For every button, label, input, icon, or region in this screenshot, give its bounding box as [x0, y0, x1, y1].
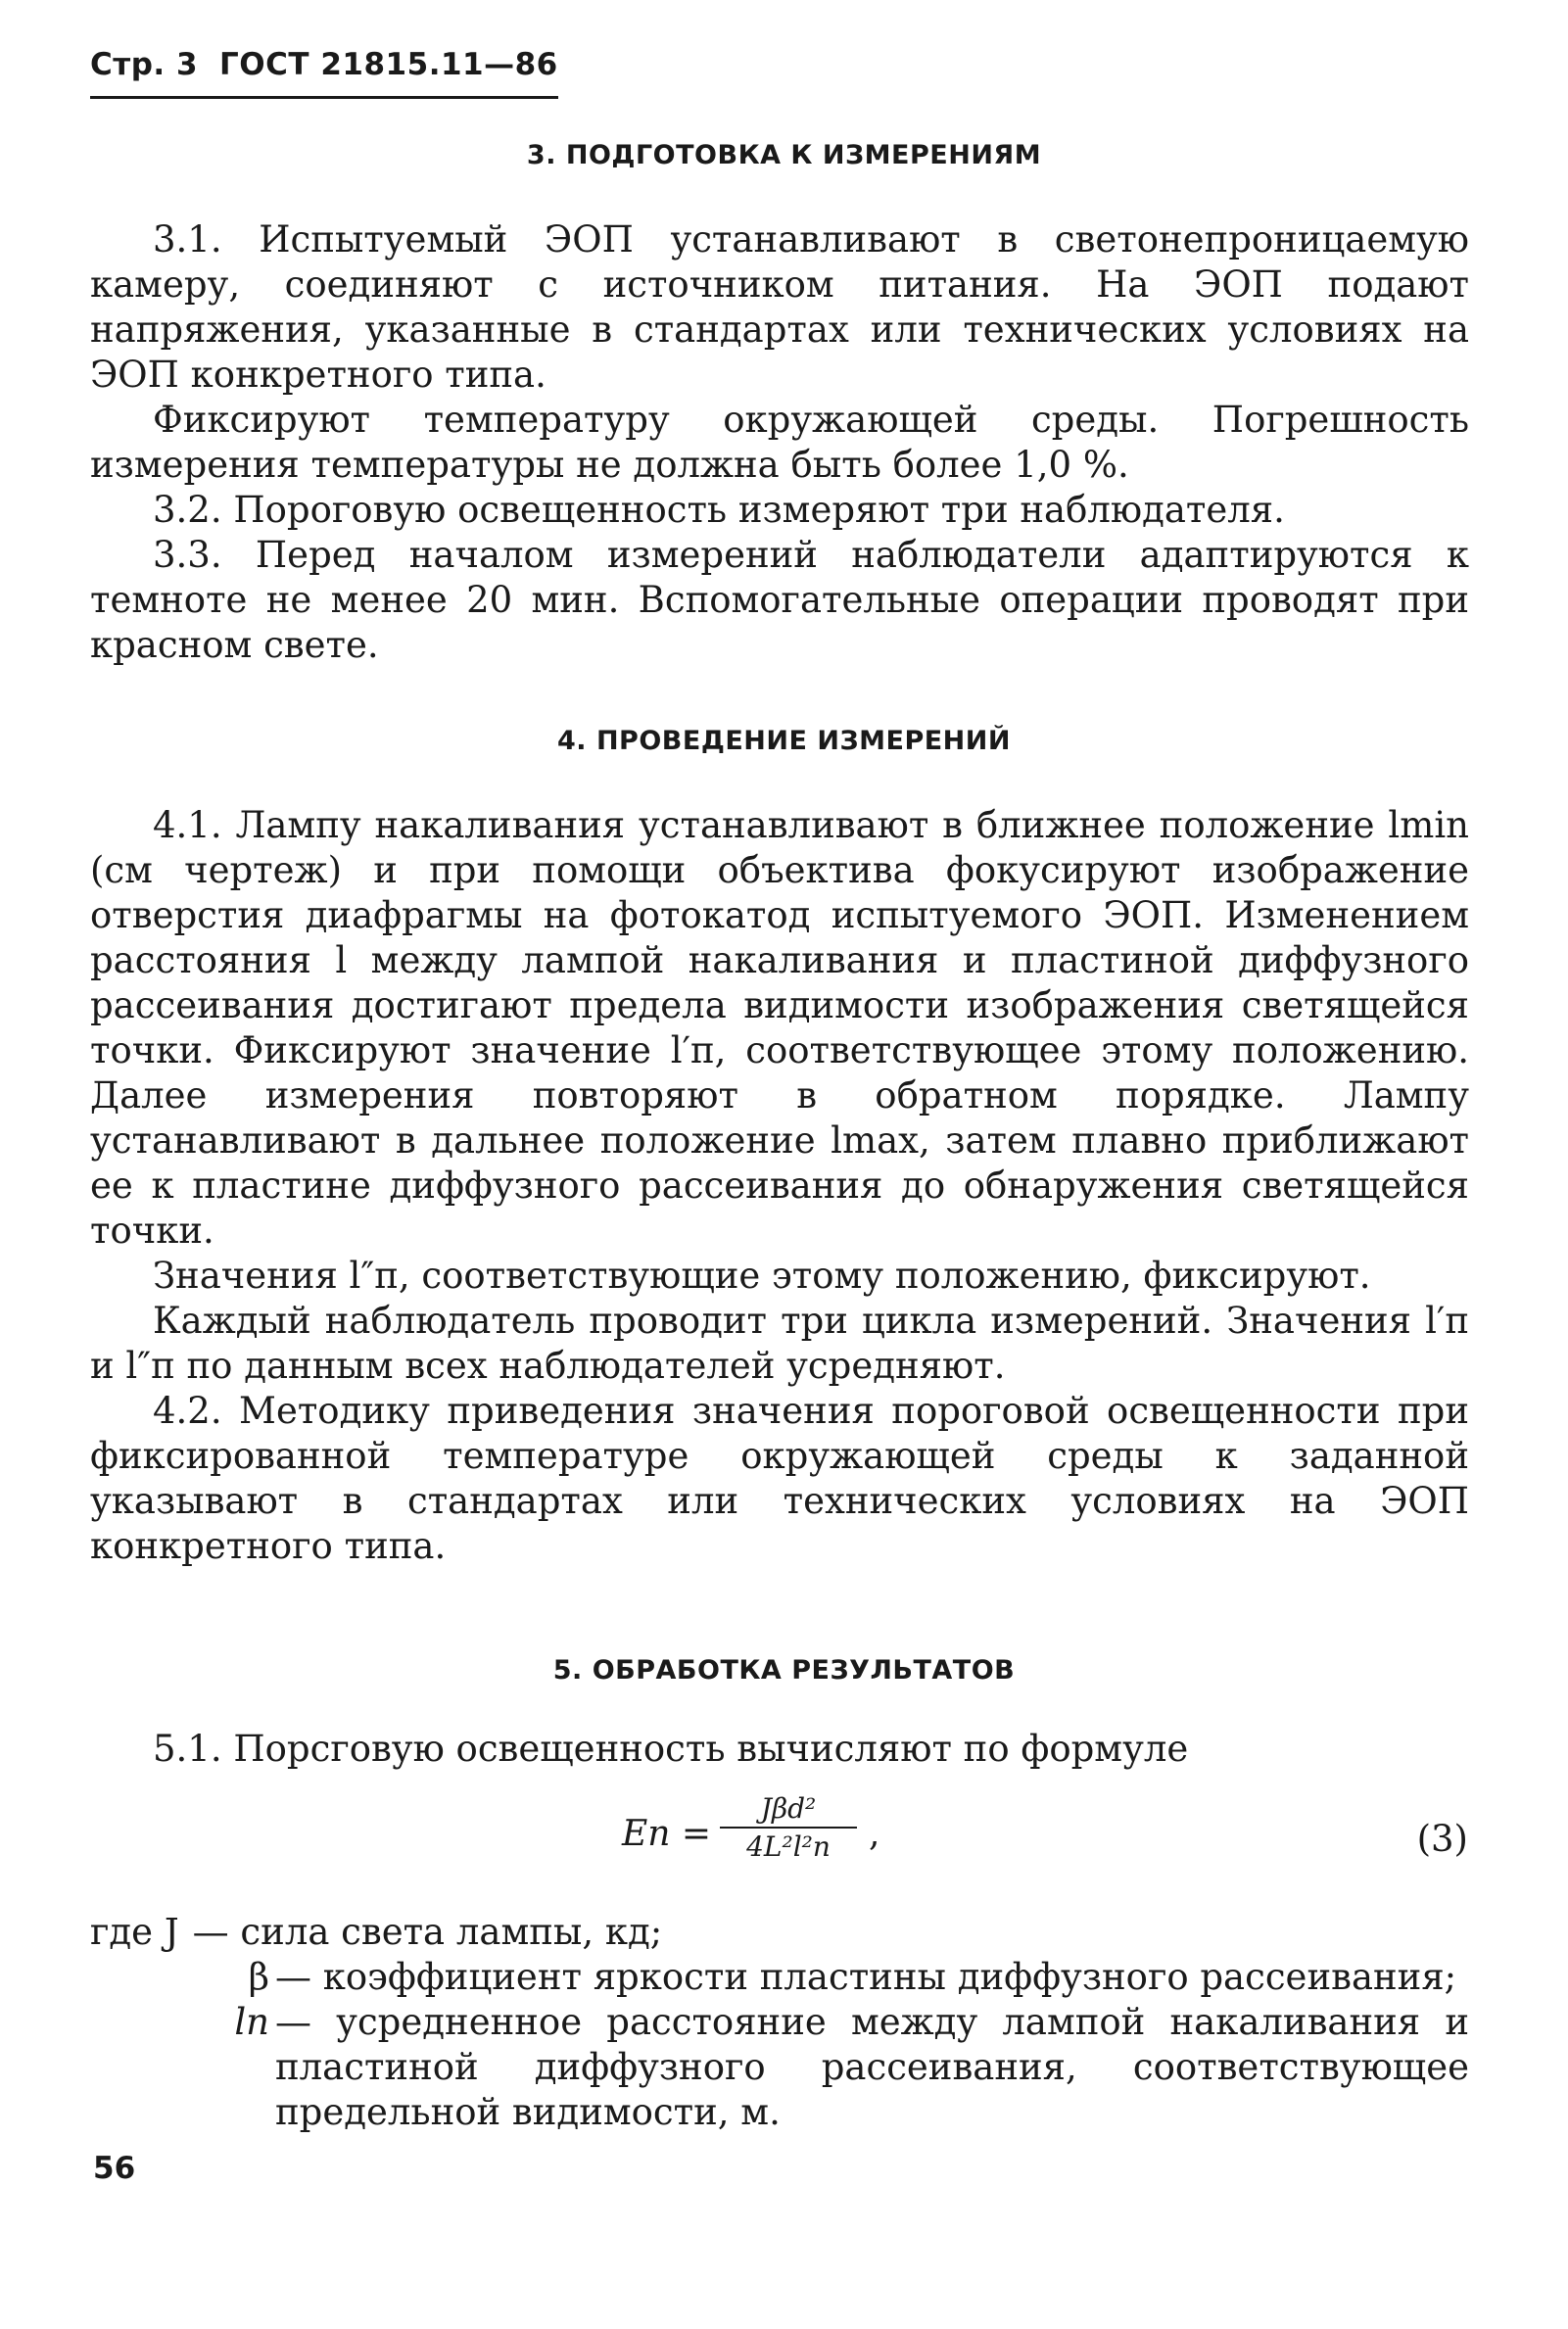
definition-row: [90, 1955, 1469, 2000]
page-header: [90, 47, 558, 99]
formula-fraction: [720, 1792, 857, 1863]
formula-lhs: Eп =: [622, 1814, 712, 1854]
paragraph-3-3: 3.3. Перед началом измерений наблюдатели адаптируются к темноте не менее 20 мин. Вспомогательные операции проводят при красном свете.: [90, 534, 1469, 666]
section-5-body: [90, 1727, 1469, 1772]
paragraph-4-2: 4.2. Методику приведения значения пороговой освещенности при фиксированной температуре окружающей среды к заданной указывают в стандартах или технических условиях на ЭОП конкретного типа.: [90, 1390, 1469, 1567]
definition-text: — коэффициент яркости пластины диффузного рассеивания;: [275, 1956, 1457, 1998]
paragraph-4-1-b: Значения l″п, соответствующие этому положению, фиксируют.: [153, 1255, 1371, 1297]
paragraph-4-1-c: Каждый наблюдатель проводит три цикла измерений. Значения l′п и l″п по данным всех наблюдателей усредняют.: [90, 1300, 1469, 1387]
formula-3: [588, 1792, 979, 1880]
paragraph-3-1-b: Фиксируют температуру окружающей среды. Погрешность измерения температуры не должна быть более 1,0 %.: [90, 399, 1469, 486]
header-gost-code: ГОСТ 21815.11—86: [219, 47, 558, 82]
section-5-heading: 5. ОБРАБОТКА РЕЗУЛЬТАТОВ: [552, 1655, 1016, 1686]
formula-definitions: [90, 1910, 1469, 2135]
paragraph-3-1: 3.1. Испытуемый ЭОП устанавливают в светонепроницаемую камеру, соединяют с источником питания. На ЭОП подают напряжения, указанные в стандартах или технических условиях на ЭОП конкретного типа.: [90, 218, 1469, 396]
header-page-label: Стр. 3: [90, 47, 199, 82]
formula-denominator: 4L²l²п: [746, 1830, 831, 1863]
section-3-heading: 3. ПОДГОТОВКА К ИЗМЕРЕНИЯМ: [526, 140, 1042, 170]
definition-symbol: lп: [234, 2001, 269, 2043]
paragraph-3-2: 3.2. Пороговую освещенность измеряют три наблюдателя.: [153, 489, 1285, 531]
section-3-body: [90, 217, 1469, 668]
paragraph-4-1: 4.1. Лампу накаливания устанавливают в ближнее положение lmin (см чертеж) и при помощи объектива фокусируют изображение отверстия диафрагмы на фотокатод испытуемого ЭОП. Изменением расстояния l между лампой накаливания и пластиной диффузного рассеивания достигают предела видимости изображения светящейся точки. Фиксируют значение l′п, соответствующее этому положению. Далее измерения повторяют в обратном порядке. Лампу устанавливают в дальнее положение lmax, затем плавно приближают ее к пластине диффузного рассеивания до обнаружения светящейся точки.: [90, 804, 1469, 1252]
paragraph-5-1: 5.1. Порсговую освещенность вычисляют по формуле: [153, 1728, 1189, 1770]
definition-symbol: где J: [90, 1911, 179, 1953]
equation-number: (3): [1416, 1818, 1468, 1860]
formula-numerator: Jβd²: [720, 1792, 857, 1829]
definition-row: [90, 2000, 1469, 2135]
formula-comma: ,: [869, 1814, 880, 1854]
definition-text: — сила света лампы, кд;: [192, 1911, 663, 1953]
section-4-body: [90, 803, 1469, 1569]
page-number: 56: [93, 2151, 136, 2186]
section-4-heading: 4. ПРОВЕДЕНИЕ ИЗМЕРЕНИЙ: [557, 726, 1011, 756]
definition-symbol: β: [248, 1956, 269, 1998]
definition-text: — усредненное расстояние между лампой накаливания и пластиной диффузного рассеивания, соответствующее предельной видимости, м.: [275, 2001, 1469, 2133]
definition-row: [90, 1910, 1469, 1955]
